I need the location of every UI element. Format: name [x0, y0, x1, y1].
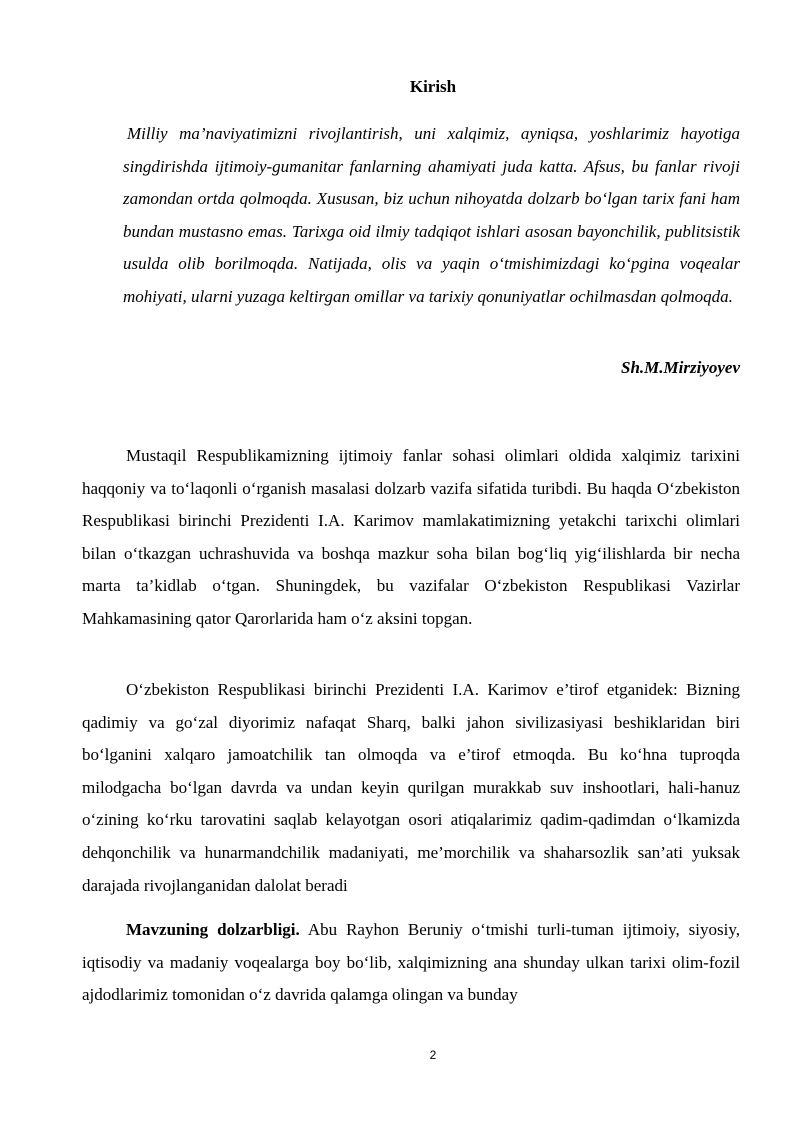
page-number: 2 — [429, 1048, 437, 1062]
paragraph-3-text: Abu Rayhon Beruniy o‘tmishi turli-tuman ijtimoiy, siyosiy, iqtisodiy va madaniy voqealarga boy bo‘lib, xalqimizning ana shunday ulkan tarixi olim-fozil ajdodlarimiz tomonidan o‘z davrida qalamga olingan va bunday — [82, 920, 741, 1005]
body-paragraph-1: Mustaqil Respublikamizning ijtimoiy fanlar sohasi olimlari oldida xalqimiz tarixini haqqoniy va to‘laqonli o‘rganish masalasi dolzarb vazifa sifatida turibdi. Bu haqda O‘zbekiston Respublikasi birinchi Prezidenti I.A. Karimov mamlakatimizning yetakchi tarixchi olimlari bilan o‘tkazgan uchrashuvida va boshqa mazkur soha bilan bog‘liq yig‘ilishlarda bir necha marta ta’kidlab o‘tgan. Shuningdek, bu vazifalar O‘zbekiston Respublikasi Vazirlar Mahkamasining qator Qarorlarida ham o‘z aksini topgan. — [82, 446, 740, 628]
section-title: Kirish — [409, 77, 457, 96]
paragraph-lead-heading: Mavzuning dolzarbligi. — [126, 920, 300, 939]
epigraph-author: Sh.M.Mirziyoyev — [621, 358, 740, 377]
epigraph-quote: Milliy ma’naviyatimizni rivojlantirish, uni xalqimiz, ayniqsa, yoshlarimiz hayotiga singdirishda ijtimoiy-gumanitar fanlarning ahamiyati juda katta. Afsus, bu fanlar rivoji zamondan ortda qolmoqda. Xususan, biz uchun nihoyatda dolzarb bo‘lgan tarix fani ham bundan mustasno emas. Tarixga oid ilmiy tadqiqot ishlari asosan bayonchilik, publitsistik usulda olib borilmoqda. Natijada, olis va yaqin o‘tmishimizdagi ko‘pgina voqealar mohiyati, ularni yuzaga keltirgan omillar va tarixiy qonuniyatlar ochilmasdan qolmoqda. — [123, 124, 740, 306]
body-paragraph-2: O‘zbekiston Respublikasi birinchi Prezidenti I.A. Karimov e’tirof etganidek: Bizning qadimiy va go‘zal diyorimiz nafaqat Sharq, balki jahon sivilizasiyasi beshiklaridan biri bo‘lganini xalqaro jamoatchilik tan olmoqda va e’tirof etmoqda. Bu ko‘hna tuproqda milodgacha bo‘lgan davrda va undan keyin qurilgan murakkab suv inshootlari, hali-hanuz o‘zining ko‘rku tarovatini saqlab kelayotgan osori atiqalarimiz qadim-qadimdan o‘lkamizda dehqonchilik va hunarmandchilik madaniyati, me’morchilik va shaharsozlik san’ati yuksak darajada rivojlanganidan dalolat beradi — [82, 680, 740, 895]
body-paragraph-3 — [82, 914, 740, 1012]
